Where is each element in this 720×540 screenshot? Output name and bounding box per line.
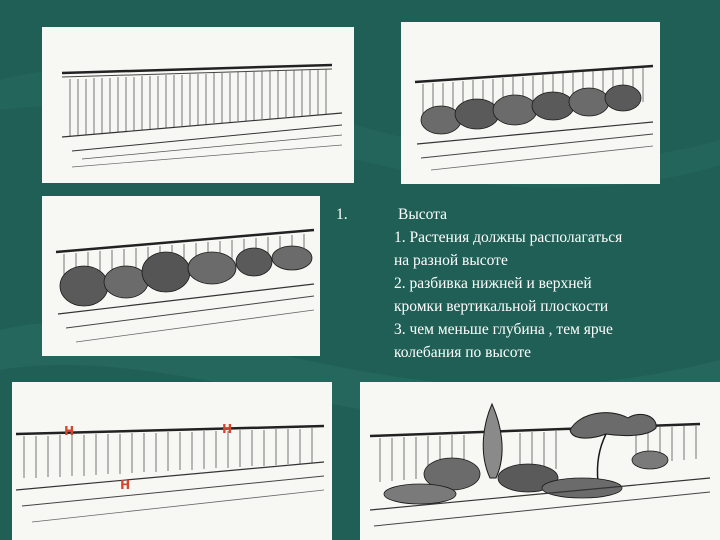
slide-number: 1. [336, 206, 348, 223]
slide-point-line: кромки вертикальной плоскости [394, 298, 609, 315]
sketch-fence-plain [42, 27, 354, 183]
sketch-fence-varied-shrubs [42, 196, 320, 356]
sketch-fence-height-marks [12, 382, 332, 540]
slide-text-lines [394, 203, 622, 364]
slide-point-line: колебания по высоте [394, 344, 531, 361]
height-mark-right: н [222, 418, 233, 437]
sketch-fence-mixed-plantings [360, 382, 720, 540]
sketch-fence-even-shrubs [401, 22, 660, 184]
height-mark-left: н [64, 420, 75, 439]
height-mark-low: н [120, 474, 131, 493]
slide-point-line: 3. чем меньше глубина , тем ярче [394, 321, 613, 338]
slide-point-line: 1. Растения должны располагаться [394, 229, 623, 246]
slide-point-line: 2. разбивка нижней и верхней [394, 275, 592, 292]
slide-title: Высота [398, 206, 448, 223]
slide-point-line: на разной высоте [394, 252, 508, 269]
